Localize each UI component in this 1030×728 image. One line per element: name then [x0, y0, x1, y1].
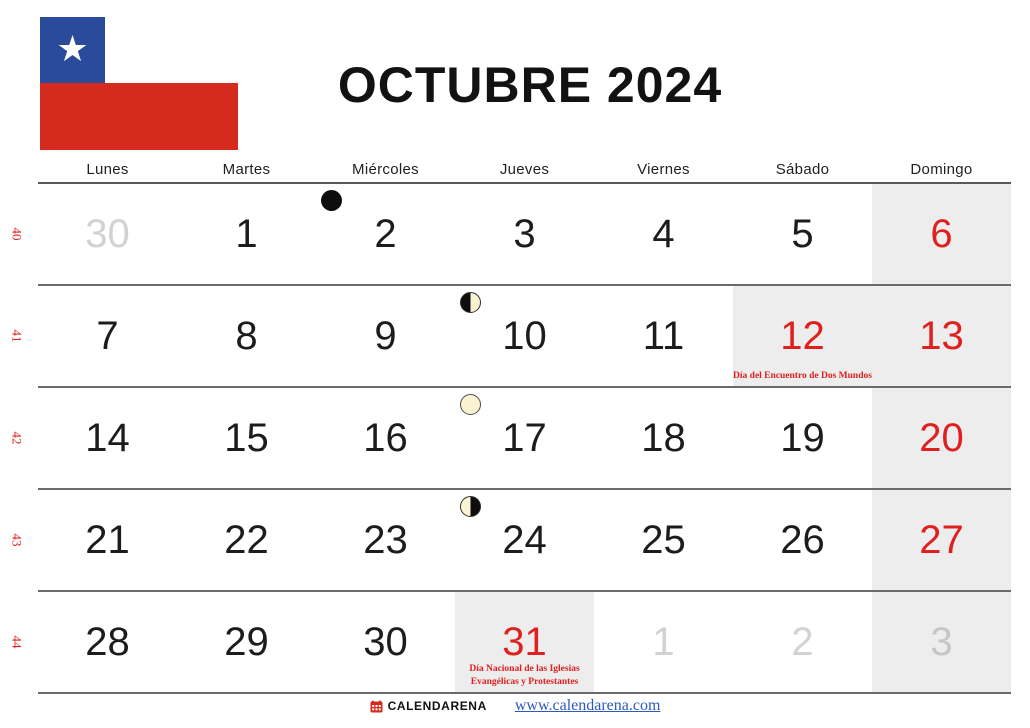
week-row — [9, 592, 1011, 694]
day-number: 2 — [374, 212, 397, 256]
day-number: 3 — [513, 212, 536, 256]
day-number: 10 — [502, 314, 547, 358]
day-number: 28 — [85, 620, 130, 664]
day-number: 31 — [502, 620, 547, 664]
week-number-label: 40 — [9, 227, 25, 241]
day-cell — [177, 592, 316, 692]
holiday-label — [733, 370, 872, 382]
day-number: 1 — [652, 620, 675, 664]
day-cell — [38, 490, 177, 590]
weekday-label-martes: Martes — [222, 161, 271, 178]
day-cell — [316, 184, 455, 284]
day-cell — [316, 592, 455, 692]
weekday-label-sabado: Sábado — [775, 161, 830, 178]
day-number: 26 — [780, 518, 825, 562]
week-number-label: 43 — [9, 533, 25, 547]
day-number: 29 — [224, 620, 269, 664]
day-cell — [594, 592, 733, 692]
day-number: 7 — [96, 314, 119, 358]
day-number: 2 — [791, 620, 814, 664]
day-number: 1 — [235, 212, 258, 256]
week-row — [9, 490, 1011, 592]
holiday-label-line: Día Nacional de las Iglesias — [469, 664, 580, 675]
day-cell — [177, 184, 316, 284]
day-number: 30 — [85, 212, 130, 256]
day-number: 9 — [374, 314, 397, 358]
day-number: 4 — [652, 212, 675, 256]
week-row — [9, 184, 1011, 286]
day-cell — [455, 490, 594, 590]
day-cell — [872, 184, 1011, 284]
day-number: 13 — [919, 314, 964, 358]
holiday-label-line: Evangélicas y Protestantes — [470, 676, 579, 687]
day-cell — [872, 286, 1011, 386]
day-cell — [177, 286, 316, 386]
page-title: OCTUBRE 2024 — [337, 57, 723, 113]
day-number: 20 — [919, 416, 964, 460]
day-cell — [733, 286, 872, 386]
brand — [370, 699, 487, 713]
day-number: 3 — [930, 620, 953, 664]
website-link[interactable]: www.calendarena.com — [514, 697, 661, 714]
first-quarter-moon-icon — [460, 292, 481, 313]
day-cell — [38, 286, 177, 386]
day-number: 15 — [224, 416, 269, 460]
weekday-label-lunes: Lunes — [86, 161, 129, 178]
day-number: 14 — [85, 416, 130, 460]
day-cell — [177, 490, 316, 590]
holiday-label — [455, 663, 594, 688]
day-cell — [594, 184, 733, 284]
day-cell — [177, 388, 316, 488]
day-number: 19 — [780, 416, 825, 460]
week-number-label: 42 — [9, 431, 25, 445]
weekday-header-row — [38, 161, 1011, 184]
weekday-label-jueves: Jueves — [499, 161, 550, 178]
day-number: 11 — [642, 314, 685, 358]
day-number: 17 — [502, 416, 547, 460]
day-number: 6 — [930, 212, 953, 256]
week-number-label: 44 — [9, 635, 25, 649]
day-cell — [455, 388, 594, 488]
week-row — [9, 286, 1011, 388]
week-row — [9, 388, 1011, 490]
day-cell — [38, 184, 177, 284]
day-number: 25 — [641, 518, 686, 562]
day-cell — [316, 388, 455, 488]
day-number: 24 — [502, 518, 547, 562]
day-number: 21 — [85, 518, 130, 562]
weekday-label-miercoles: Miércoles — [352, 161, 419, 178]
day-cell — [316, 286, 455, 386]
day-number: 16 — [363, 416, 408, 460]
new-moon-icon — [321, 190, 342, 211]
full-moon-icon — [460, 394, 481, 415]
weekday-label-domingo: Domingo — [910, 161, 973, 178]
day-number: 22 — [224, 518, 269, 562]
day-cell — [455, 184, 594, 284]
day-cell — [733, 388, 872, 488]
day-cell — [38, 592, 177, 692]
day-cell — [594, 286, 733, 386]
day-number: 18 — [641, 416, 686, 460]
day-cell — [316, 490, 455, 590]
day-number: 23 — [363, 518, 408, 562]
day-cell — [455, 592, 594, 692]
day-cell — [872, 490, 1011, 590]
day-number: 30 — [363, 620, 408, 664]
day-number: 5 — [791, 212, 814, 256]
flag-star-icon: ★ — [56, 27, 89, 69]
brand-name: CALENDARENA — [387, 699, 487, 713]
day-cell — [733, 490, 872, 590]
weekday-label-viernes: Viernes — [637, 161, 690, 178]
day-cell — [872, 592, 1011, 692]
day-cell — [594, 490, 733, 590]
day-number: 27 — [919, 518, 964, 562]
holiday-label-line: Día del Encuentro de Dos Mundos — [733, 370, 872, 381]
calendar-grid — [9, 161, 1011, 694]
footer — [0, 697, 1030, 715]
day-cell — [594, 388, 733, 488]
last-quarter-moon-icon — [460, 496, 481, 517]
day-cell — [733, 184, 872, 284]
calendar-icon — [370, 700, 383, 713]
week-number-label: 41 — [9, 329, 25, 343]
day-number: 12 — [780, 314, 825, 358]
day-cell — [455, 286, 594, 386]
weeks-container — [9, 184, 1011, 694]
day-cell — [38, 388, 177, 488]
day-number: 8 — [235, 314, 258, 358]
day-cell — [733, 592, 872, 692]
day-cell — [872, 388, 1011, 488]
